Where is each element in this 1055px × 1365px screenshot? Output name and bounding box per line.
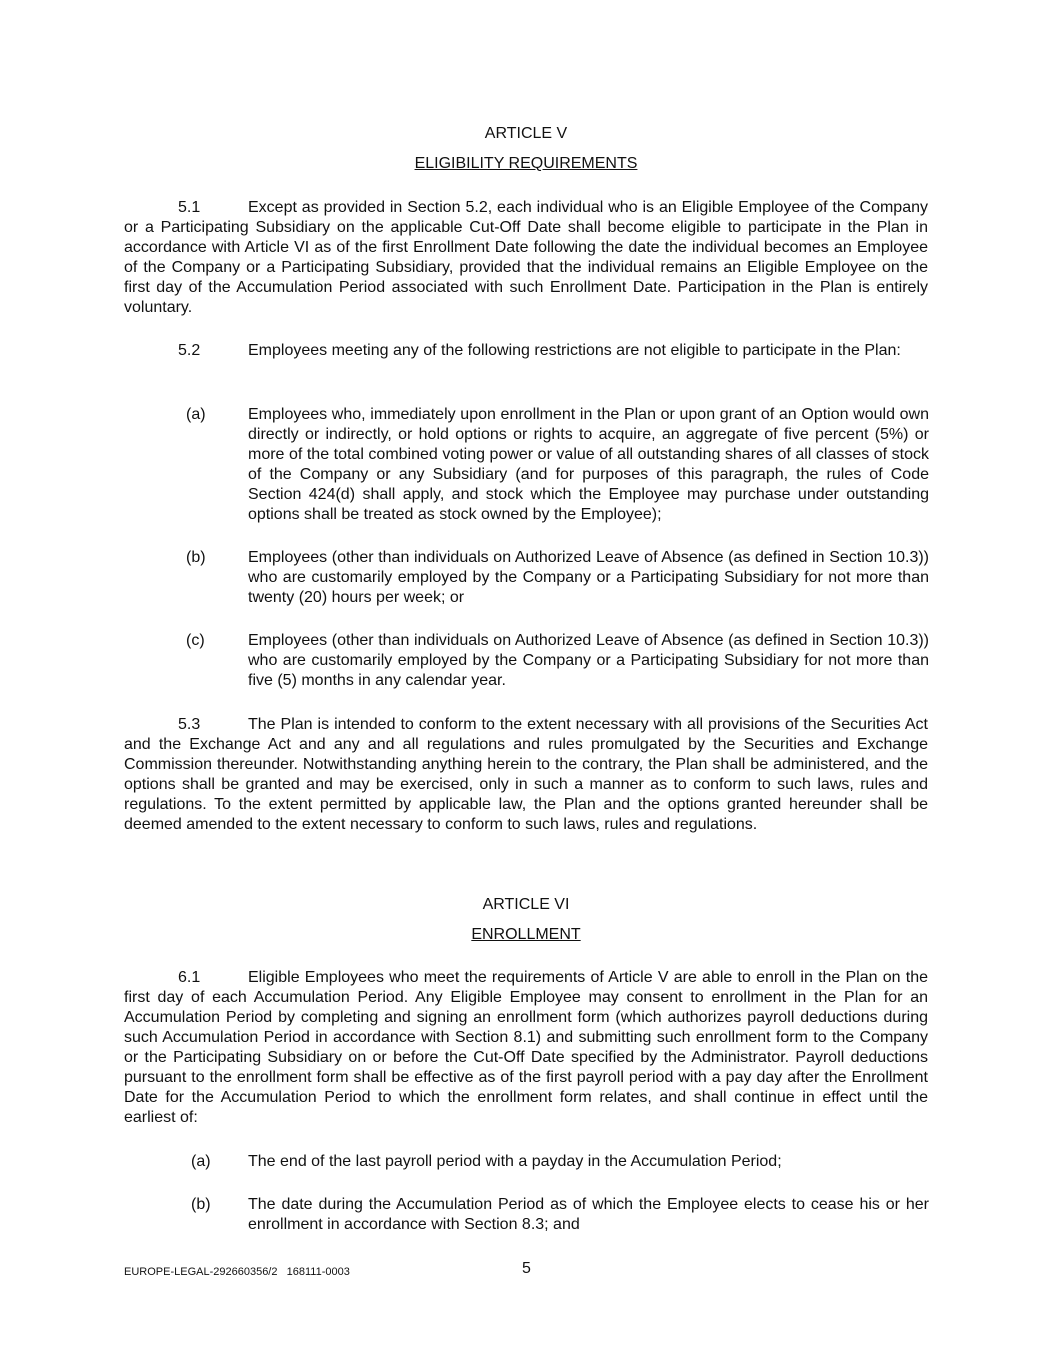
section-5-1: [124, 198, 928, 318]
item-label: (c): [186, 632, 205, 649]
list-item-5-2-b: [186, 548, 929, 608]
section-number: 5.3: [178, 716, 201, 733]
item-label: (a): [191, 1153, 211, 1170]
section-text: Eligible Employees who meet the requirements of Article V are able to enroll in the Plan on the first day of each Accumulation Period. Any Eligible Employee may consent to enrollment in the Plan for an Accumulation Period by completing and signing an enrollment form (which authorizes payroll deductions during such Accumulation Period in accordance with Section 8.1) and submitting such enrollment form to the Company or the Participating Subsidiary on or before the Cut-Off Date specified by the Administrator. Payroll deductions pursuant to the enrollment form shall be effective as of the first payroll period with a pay day after the Enrollment Date for the Accumulation Period to which the enrollment form relates, and shall continue in effect until the earliest of:: [124, 969, 928, 1126]
item-text: Employees (other than individuals on Authorized Leave of Absence (as defined in Section 10.3)) who are customarily employed by the Company or a Participating Subsidiary for not more than twenty (20) hours per week; or: [248, 549, 929, 606]
page-number: 5: [522, 1260, 531, 1277]
section-text: The Plan is intended to conform to the extent necessary with all provisions of the Securities Act and the Exchange Act and any and all regulations and rules promulgated by the Securities and Exchange Commission thereunder. Notwithstanding anything herein to the contrary, the Plan shall be administered, and the options shall be granted and may be exercised, only in such a manner as to conform to such laws, rules and regulations. To the extent permitted by applicable law, the Plan and the options granted hereunder shall be deemed amended to the extent necessary to conform to such laws, rules and regulations.: [124, 716, 928, 833]
section-text: Employees meeting any of the following restrictions are not eligible to participate in the Plan:: [248, 342, 901, 359]
article-vi-title: [124, 925, 928, 945]
article-v-title: [124, 154, 928, 174]
section-5-3: [124, 715, 928, 835]
section-6-1: [124, 968, 928, 1128]
list-item-5-2-a: [186, 405, 929, 525]
section-text: Except as provided in Section 5.2, each individual who is an Eligible Employee of the Company or a Participating Subsidiary on the applicable Cut-Off Date shall become eligible to participate in the Plan in accordance with Article VI as of the first Enrollment Date following the date the individual becomes an Employee of the Company or a Participating Subsidiary, provided that the individual remains an Eligible Employee on the first day of the Accumulation Period associated with such Enrollment Date. Participation in the Plan is entirely voluntary.: [124, 199, 928, 316]
item-label: (b): [191, 1196, 211, 1213]
article-vi-heading: ARTICLE VI: [482, 896, 570, 913]
article-v-title-text: ELIGIBILITY REQUIREMENTS: [414, 155, 638, 172]
list-item-5-2-c: [186, 631, 929, 691]
article-v-heading: ARTICLE V: [484, 125, 568, 142]
item-label: (b): [186, 549, 206, 566]
item-text: Employees who, immediately upon enrollment in the Plan or upon grant of an Option would own directly or indirectly, or hold options or rights to acquire, an aggregate of five percent (5%) or more of the total combined voting power or value of all outstanding shares of all classes of stock of the Company or any Subsidiary (and for purposes of this paragraph, the rules of Code Section 424(d) shall apply, and stock which the Employee may purchase under outstanding options shall be treated as stock owned by the Employee);: [248, 406, 929, 523]
item-label: (a): [186, 406, 206, 423]
list-item-6-1-b: [191, 1195, 929, 1235]
article-vi-title-text: ENROLLMENT: [471, 926, 581, 943]
section-number: 5.1: [178, 199, 201, 216]
item-text: The date during the Accumulation Period as of which the Employee elects to cease his or her enrollment in accordance with Section 8.3; and: [248, 1196, 929, 1233]
section-number: 5.2: [178, 342, 201, 359]
section-5-2: [124, 341, 928, 361]
list-item-6-1-a: [191, 1152, 929, 1172]
item-text: Employees (other than individuals on Authorized Leave of Absence (as defined in Section 10.3)) who are customarily employed by the Company or a Participating Subsidiary for not more than five (5) months in any calendar year.: [248, 632, 929, 689]
item-text: The end of the last payroll period with a payday in the Accumulation Period;: [248, 1153, 782, 1170]
footer-doc-id: EUROPE-LEGAL-292660356/2 168111-0003: [124, 1266, 350, 1278]
section-number: 6.1: [178, 969, 201, 986]
